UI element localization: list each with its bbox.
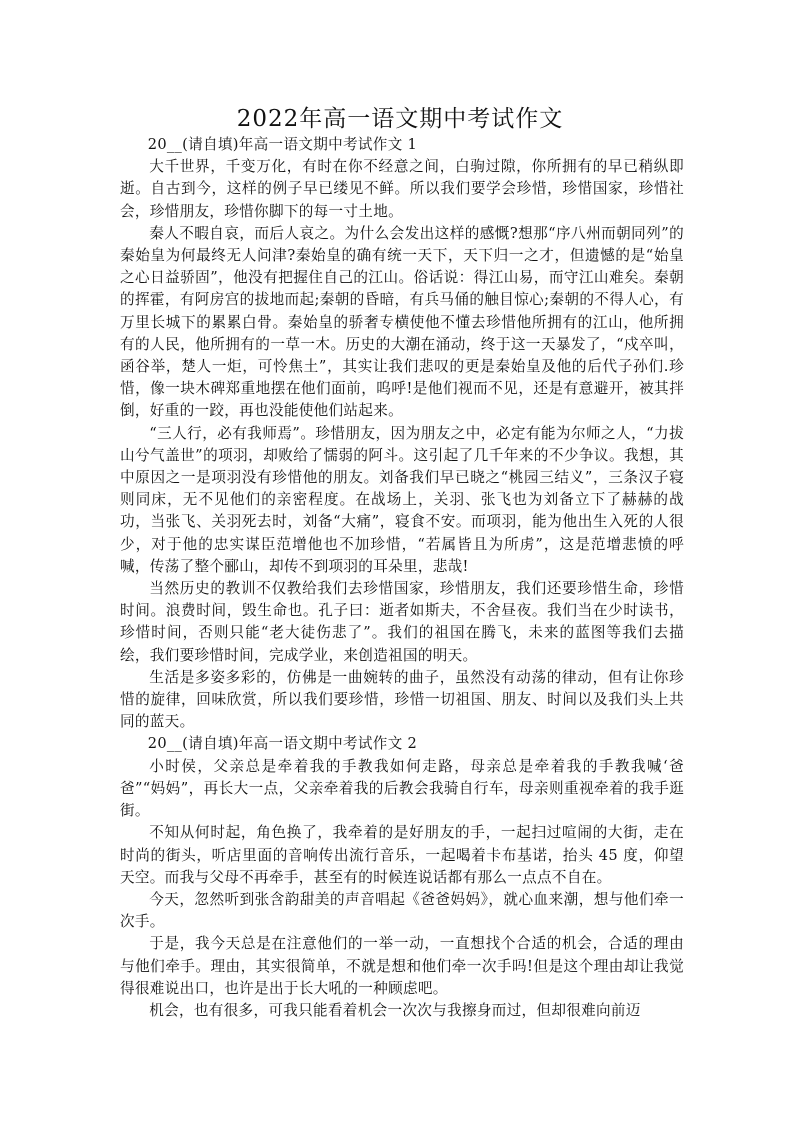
paragraph: 当然历史的教训不仅教给我们去珍惜国家，珍惜朋友，我们还要珍惜生命，珍惜时间。浪费时间，毁生命也。孔子曰：逝者如斯夫，不舍昼夜。我们当在少时读书，珍惜时间，否则只能“老大徒伤悲了”。我们的祖国在腾飞，未来的蓝图等我们去描绘，我们要珍惜时间，完成学业，来创造祖国的明天。	[120, 580, 684, 664]
document-body	[120, 134, 684, 1022]
paragraph: 今天，忽然听到张含韵甜美的声音唱起《爸爸妈妈》，就心血来潮，想与他们牵一次手。	[120, 890, 684, 931]
paragraph: “三人行，必有我师焉”。珍惜朋友，因为朋友之中，必定有能为尔师之人，“力拔山兮气盖世”的项羽，却败给了懦弱的阿斗。这引起了几千年来的不少争议。我想，其中原因之一是项羽没有珍惜他的朋友。刘备我们早已晓之“桃园三结义”，三条汉子寝则同床，无不见他们的亲密程度。在战场上，关羽、张飞也为刘备立下了赫赫的战功，当张飞、关羽死去时，刘备“大痛”，寝食不安。而项羽，能为他出生入死的人很少，对于他的忠实谋臣范增他也不加珍惜，“若属皆且为所虏”，这是范增悲愤的呼喊，传荡了整个郦山，却传不到项羽的耳朵里，悲哉!	[120, 424, 684, 575]
section-heading: 20__(请自填)年高一语文期中考试作文 1	[147, 136, 418, 153]
paragraph: 机会，也有很多，可我只能看着机会一次次与我擦身而过，但却很难向前迈	[149, 1001, 641, 1019]
paragraph: 秦人不暇自哀，而后人哀之。为什么会发出这样的感慨?想那“序八州而朝同列”的秦始皇为何最终无人问津?秦始皇的确有统一天下，天下归一之才，但遗憾的是“始皇之心日益骄固”，他没有把握住自己的江山。俗话说：得江山易，而守江山难矣。秦朝的挥霍，有阿房宫的拔地而起;秦朝的昏暗，有兵马俑的触目惊心;秦朝的不得人心，有万里长城下的累累白骨。秦始皇的骄奢专横使他不懂去珍惜他所拥有的江山，他所拥有的人民，他所拥有的一草一木。历史的大潮在涌动，终于这一天暴发了，“戍卒叫，函谷举，楚人一炬，可怜焦土”，其实让我们悲叹的更是秦始皇及他的后代子孙们.珍惜，像一块木碑郑重地摆在他们面前，呜呼!是他们视而不见，还是有意避开，被其拌倒，好重的一跤，再也没能使他们站起来。	[120, 224, 684, 420]
paragraph: 于是，我今天总是在注意他们的一举一动，一直想找个合适的机会，合适的理由与他们牵手。理由，其实很简单，不就是想和他们牵一次手吗!但是这个理由却让我觉得很难说出口，也许是出于长大吼的一种顾虑吧。	[120, 935, 684, 997]
paragraph: 小时侯，父亲总是牵着我的手教我如何走路，母亲总是牵着我的手教我喊‘爸爸”“妈妈”，再长大一点，父亲牵着我的后教会我骑自行车，母亲则重视牵着的我手逛街。	[120, 757, 684, 820]
paragraph: 不知从何时起，角色换了，我牵着的是好朋友的手，一起扫过喧闹的大街，走在时尚的街头，听店里面的音响传出流行音乐，一起喝着卡布基诺，抬头 45 度，仰望天空。而我与父母不再牵手，甚至有的时候连说话都有那么一点点不自在。	[120, 824, 684, 886]
paragraph: 大千世界，千变万化，有时在你不经意之间，白驹过隙，你所拥有的早已稍纵即逝。自古到今，这样的例子早已缕见不鲜。所以我们要学会珍惜，珍惜国家，珍惜社会，珍惜朋友，珍惜你脚下的每一寸土地。	[120, 158, 684, 220]
document-title: 2022年高一语文期中考试作文	[236, 106, 564, 132]
paragraph: 生活是多姿多彩的，仿佛是一曲婉转的曲子，虽然没有动荡的律动，但有让你珍惜的旋律，回味欣赏，所以我们要珍惜，珍惜一切祖国、朋友、时间以及我们头上共同的蓝天。	[120, 668, 684, 731]
section-heading: 20__(请自填)年高一语文期中考试作文 2	[147, 735, 418, 753]
